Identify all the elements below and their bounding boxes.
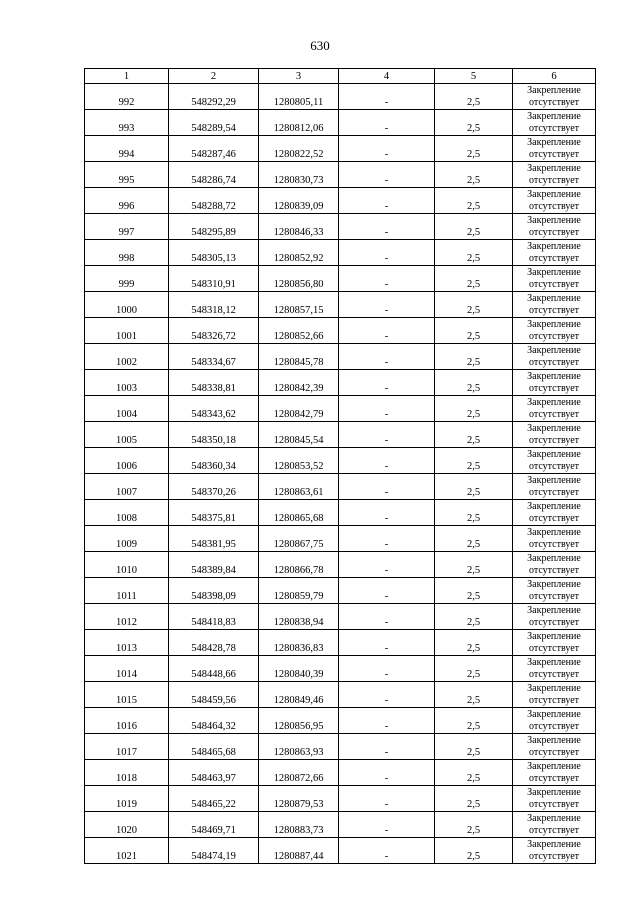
column-4-cell: - <box>339 812 435 838</box>
fixation-line-1: Закрепление <box>527 527 581 538</box>
fixation-cell <box>513 812 596 838</box>
point-number-cell: 998 <box>85 240 169 266</box>
fixation-cell <box>513 838 596 864</box>
y-coordinate-cell: 1280830,73 <box>259 162 339 188</box>
x-coordinate-cell: 548474,19 <box>169 838 259 864</box>
column-4-cell: - <box>339 162 435 188</box>
column-4-cell: - <box>339 552 435 578</box>
y-coordinate-cell: 1280840,39 <box>259 656 339 682</box>
column-4-cell: - <box>339 266 435 292</box>
table-row <box>85 630 596 656</box>
x-coordinate-cell: 548375,81 <box>169 500 259 526</box>
point-number-cell: 1003 <box>85 370 169 396</box>
table-row <box>85 110 596 136</box>
y-coordinate-cell: 1280822,52 <box>259 136 339 162</box>
y-coordinate-cell: 1280849,46 <box>259 682 339 708</box>
column-header-5: 5 <box>435 69 513 84</box>
fixation-cell <box>513 578 596 604</box>
point-number-cell: 993 <box>85 110 169 136</box>
x-coordinate-cell: 548464,32 <box>169 708 259 734</box>
column-4-cell: - <box>339 760 435 786</box>
table-row <box>85 396 596 422</box>
y-coordinate-cell: 1280863,61 <box>259 474 339 500</box>
column-4-cell: - <box>339 448 435 474</box>
fixation-cell <box>513 266 596 292</box>
table-row <box>85 214 596 240</box>
column-5-cell: 2,5 <box>435 526 513 552</box>
point-number-cell: 999 <box>85 266 169 292</box>
y-coordinate-cell: 1280856,95 <box>259 708 339 734</box>
fixation-line-2: отсутствует <box>528 486 580 498</box>
point-number-cell: 1001 <box>85 318 169 344</box>
y-coordinate-cell: 1280845,54 <box>259 422 339 448</box>
fixation-line-2: отсутствует <box>528 720 580 732</box>
x-coordinate-cell: 548370,26 <box>169 474 259 500</box>
y-coordinate-cell: 1280887,44 <box>259 838 339 864</box>
table-row <box>85 84 596 110</box>
column-5-cell: 2,5 <box>435 84 513 110</box>
point-number-cell: 1017 <box>85 734 169 760</box>
fixation-cell <box>513 318 596 344</box>
fixation-line-1: Закрепление <box>527 423 581 434</box>
column-4-cell: - <box>339 734 435 760</box>
column-4-cell: - <box>339 344 435 370</box>
x-coordinate-cell: 548287,46 <box>169 136 259 162</box>
fixation-line-2: отсутствует <box>528 772 580 784</box>
y-coordinate-cell: 1280842,79 <box>259 396 339 422</box>
fixation-cell <box>513 500 596 526</box>
column-5-cell: 2,5 <box>435 838 513 864</box>
table-row <box>85 682 596 708</box>
fixation-line-2: отсутствует <box>528 746 580 758</box>
x-coordinate-cell: 548338,81 <box>169 370 259 396</box>
point-number-cell: 1002 <box>85 344 169 370</box>
column-5-cell: 2,5 <box>435 552 513 578</box>
fixation-cell <box>513 604 596 630</box>
fixation-cell <box>513 448 596 474</box>
fixation-line-1: Закрепление <box>527 397 581 408</box>
y-coordinate-cell: 1280853,52 <box>259 448 339 474</box>
fixation-line-2: отсутствует <box>528 330 580 342</box>
table-row <box>85 448 596 474</box>
point-number-cell: 994 <box>85 136 169 162</box>
fixation-cell <box>513 344 596 370</box>
column-4-cell: - <box>339 370 435 396</box>
y-coordinate-cell: 1280839,09 <box>259 188 339 214</box>
fixation-line-2: отсутствует <box>528 616 580 628</box>
y-coordinate-cell: 1280867,75 <box>259 526 339 552</box>
x-coordinate-cell: 548286,74 <box>169 162 259 188</box>
fixation-line-1: Закрепление <box>527 579 581 590</box>
fixation-line-1: Закрепление <box>527 371 581 382</box>
point-number-cell: 1012 <box>85 604 169 630</box>
x-coordinate-cell: 548465,68 <box>169 734 259 760</box>
point-number-cell: 1004 <box>85 396 169 422</box>
fixation-line-1: Закрепление <box>527 345 581 356</box>
fixation-line-1: Закрепление <box>527 319 581 330</box>
fixation-line-1: Закрепление <box>527 449 581 460</box>
column-4-cell: - <box>339 84 435 110</box>
fixation-cell <box>513 370 596 396</box>
x-coordinate-cell: 548289,54 <box>169 110 259 136</box>
y-coordinate-cell: 1280846,33 <box>259 214 339 240</box>
x-coordinate-cell: 548334,67 <box>169 344 259 370</box>
column-header-1: 1 <box>85 69 169 84</box>
fixation-line-1: Закрепление <box>527 761 581 772</box>
point-number-cell: 1016 <box>85 708 169 734</box>
fixation-cell <box>513 396 596 422</box>
fixation-line-1: Закрепление <box>527 163 581 174</box>
column-4-cell: - <box>339 110 435 136</box>
fixation-line-2: отсутствует <box>528 590 580 602</box>
column-4-cell: - <box>339 318 435 344</box>
fixation-line-2: отсутствует <box>528 408 580 420</box>
point-number-cell: 1021 <box>85 838 169 864</box>
point-number-cell: 1009 <box>85 526 169 552</box>
fixation-line-1: Закрепление <box>527 683 581 694</box>
table-row <box>85 240 596 266</box>
column-5-cell: 2,5 <box>435 500 513 526</box>
point-number-cell: 1018 <box>85 760 169 786</box>
point-number-cell: 995 <box>85 162 169 188</box>
table-row <box>85 318 596 344</box>
column-5-cell: 2,5 <box>435 240 513 266</box>
y-coordinate-cell: 1280856,80 <box>259 266 339 292</box>
point-number-cell: 1013 <box>85 630 169 656</box>
table-row <box>85 760 596 786</box>
y-coordinate-cell: 1280863,93 <box>259 734 339 760</box>
fixation-cell <box>513 240 596 266</box>
fixation-line-2: отсутствует <box>528 252 580 264</box>
fixation-line-1: Закрепление <box>527 553 581 564</box>
column-4-cell: - <box>339 396 435 422</box>
x-coordinate-cell: 548310,91 <box>169 266 259 292</box>
column-5-cell: 2,5 <box>435 422 513 448</box>
fixation-line-2: отсутствует <box>528 174 580 186</box>
column-4-cell: - <box>339 578 435 604</box>
x-coordinate-cell: 548428,78 <box>169 630 259 656</box>
fixation-cell <box>513 422 596 448</box>
fixation-line-1: Закрепление <box>527 85 581 96</box>
table-row <box>85 474 596 500</box>
column-5-cell: 2,5 <box>435 136 513 162</box>
fixation-line-1: Закрепление <box>527 709 581 720</box>
column-4-cell: - <box>339 526 435 552</box>
fixation-line-2: отсутствует <box>528 200 580 212</box>
y-coordinate-cell: 1280857,15 <box>259 292 339 318</box>
y-coordinate-cell: 1280852,92 <box>259 240 339 266</box>
page-number: 630 <box>310 38 330 53</box>
y-coordinate-cell: 1280883,73 <box>259 812 339 838</box>
x-coordinate-cell: 548305,13 <box>169 240 259 266</box>
table-header-row <box>85 69 596 84</box>
fixation-line-1: Закрепление <box>527 839 581 850</box>
table-row <box>85 136 596 162</box>
fixation-cell <box>513 630 596 656</box>
x-coordinate-cell: 548469,71 <box>169 812 259 838</box>
fixation-line-2: отсутствует <box>528 512 580 524</box>
fixation-line-1: Закрепление <box>527 813 581 824</box>
column-header-2: 2 <box>169 69 259 84</box>
fixation-line-2: отсутствует <box>528 850 580 862</box>
column-4-cell: - <box>339 786 435 812</box>
x-coordinate-cell: 548398,09 <box>169 578 259 604</box>
column-4-cell: - <box>339 474 435 500</box>
fixation-line-2: отсутствует <box>528 642 580 654</box>
column-4-cell: - <box>339 630 435 656</box>
x-coordinate-cell: 548360,34 <box>169 448 259 474</box>
table-row <box>85 656 596 682</box>
column-4-cell: - <box>339 136 435 162</box>
column-5-cell: 2,5 <box>435 292 513 318</box>
fixation-line-2: отсутствует <box>528 356 580 368</box>
column-5-cell: 2,5 <box>435 162 513 188</box>
x-coordinate-cell: 548295,89 <box>169 214 259 240</box>
fixation-line-2: отсутствует <box>528 278 580 290</box>
fixation-line-2: отсутствует <box>528 304 580 316</box>
x-coordinate-cell: 548463,97 <box>169 760 259 786</box>
x-coordinate-cell: 548292,29 <box>169 84 259 110</box>
table-row <box>85 370 596 396</box>
column-5-cell: 2,5 <box>435 396 513 422</box>
x-coordinate-cell: 548350,18 <box>169 422 259 448</box>
y-coordinate-cell: 1280812,06 <box>259 110 339 136</box>
table-row <box>85 162 596 188</box>
fixation-cell <box>513 786 596 812</box>
fixation-line-1: Закрепление <box>527 657 581 668</box>
fixation-line-2: отсутствует <box>528 538 580 550</box>
table-row <box>85 188 596 214</box>
table-row <box>85 708 596 734</box>
fixation-line-1: Закрепление <box>527 787 581 798</box>
point-number-cell: 1011 <box>85 578 169 604</box>
fixation-line-1: Закрепление <box>527 605 581 616</box>
point-number-cell: 992 <box>85 84 169 110</box>
fixation-cell <box>513 162 596 188</box>
column-5-cell: 2,5 <box>435 188 513 214</box>
y-coordinate-cell: 1280805,11 <box>259 84 339 110</box>
column-5-cell: 2,5 <box>435 110 513 136</box>
y-coordinate-cell: 1280842,39 <box>259 370 339 396</box>
table-row <box>85 838 596 864</box>
column-5-cell: 2,5 <box>435 812 513 838</box>
column-5-cell: 2,5 <box>435 474 513 500</box>
point-number-cell: 1008 <box>85 500 169 526</box>
fixation-line-1: Закрепление <box>527 137 581 148</box>
table-row <box>85 734 596 760</box>
point-number-cell: 1014 <box>85 656 169 682</box>
y-coordinate-cell: 1280838,94 <box>259 604 339 630</box>
x-coordinate-cell: 548318,12 <box>169 292 259 318</box>
y-coordinate-cell: 1280866,78 <box>259 552 339 578</box>
column-4-cell: - <box>339 500 435 526</box>
x-coordinate-cell: 548381,95 <box>169 526 259 552</box>
fixation-cell <box>513 708 596 734</box>
point-number-cell: 1006 <box>85 448 169 474</box>
point-number-cell: 1005 <box>85 422 169 448</box>
x-coordinate-cell: 548465,22 <box>169 786 259 812</box>
fixation-line-2: отсутствует <box>528 382 580 394</box>
fixation-line-1: Закрепление <box>527 293 581 304</box>
y-coordinate-cell: 1280852,66 <box>259 318 339 344</box>
column-5-cell: 2,5 <box>435 786 513 812</box>
column-4-cell: - <box>339 292 435 318</box>
point-number-cell: 996 <box>85 188 169 214</box>
fixation-cell <box>513 526 596 552</box>
fixation-line-2: отсутствует <box>528 460 580 472</box>
fixation-line-2: отсутствует <box>528 564 580 576</box>
table-row <box>85 604 596 630</box>
column-5-cell: 2,5 <box>435 734 513 760</box>
fixation-cell <box>513 552 596 578</box>
fixation-line-2: отсутствует <box>528 122 580 134</box>
column-5-cell: 2,5 <box>435 630 513 656</box>
fixation-line-1: Закрепление <box>527 631 581 642</box>
fixation-cell <box>513 760 596 786</box>
column-header-4: 4 <box>339 69 435 84</box>
column-5-cell: 2,5 <box>435 760 513 786</box>
fixation-line-2: отсутствует <box>528 148 580 160</box>
fixation-cell <box>513 734 596 760</box>
fixation-cell <box>513 214 596 240</box>
x-coordinate-cell: 548326,72 <box>169 318 259 344</box>
column-5-cell: 2,5 <box>435 578 513 604</box>
fixation-line-2: отсутствует <box>528 798 580 810</box>
fixation-cell <box>513 136 596 162</box>
column-4-cell: - <box>339 708 435 734</box>
column-5-cell: 2,5 <box>435 266 513 292</box>
table-row <box>85 500 596 526</box>
y-coordinate-cell: 1280872,66 <box>259 760 339 786</box>
y-coordinate-cell: 1280865,68 <box>259 500 339 526</box>
fixation-line-1: Закрепление <box>527 735 581 746</box>
point-number-cell: 997 <box>85 214 169 240</box>
column-5-cell: 2,5 <box>435 370 513 396</box>
table-row <box>85 292 596 318</box>
point-number-cell: 1007 <box>85 474 169 500</box>
y-coordinate-cell: 1280879,53 <box>259 786 339 812</box>
fixation-line-2: отсутствует <box>528 694 580 706</box>
column-4-cell: - <box>339 214 435 240</box>
fixation-line-1: Закрепление <box>527 215 581 226</box>
x-coordinate-cell: 548448,66 <box>169 656 259 682</box>
fixation-line-2: отсутствует <box>528 668 580 680</box>
fixation-line-1: Закрепление <box>527 189 581 200</box>
column-5-cell: 2,5 <box>435 214 513 240</box>
fixation-line-2: отсутствует <box>528 824 580 836</box>
column-4-cell: - <box>339 240 435 266</box>
x-coordinate-cell: 548459,56 <box>169 682 259 708</box>
coordinates-table <box>84 68 596 864</box>
y-coordinate-cell: 1280859,79 <box>259 578 339 604</box>
column-4-cell: - <box>339 682 435 708</box>
fixation-cell <box>513 474 596 500</box>
table-body <box>85 84 596 864</box>
point-number-cell: 1000 <box>85 292 169 318</box>
point-number-cell: 1010 <box>85 552 169 578</box>
table-row <box>85 344 596 370</box>
table-row <box>85 786 596 812</box>
column-4-cell: - <box>339 604 435 630</box>
fixation-cell <box>513 84 596 110</box>
fixation-line-1: Закрепление <box>527 501 581 512</box>
table-row <box>85 812 596 838</box>
fixation-line-2: отсутствует <box>528 96 580 108</box>
x-coordinate-cell: 548418,83 <box>169 604 259 630</box>
x-coordinate-cell: 548389,84 <box>169 552 259 578</box>
table-row <box>85 552 596 578</box>
column-5-cell: 2,5 <box>435 656 513 682</box>
column-5-cell: 2,5 <box>435 344 513 370</box>
table-row <box>85 526 596 552</box>
point-number-cell: 1015 <box>85 682 169 708</box>
column-header-6: 6 <box>513 69 596 84</box>
y-coordinate-cell: 1280836,83 <box>259 630 339 656</box>
fixation-line-1: Закрепление <box>527 111 581 122</box>
column-4-cell: - <box>339 188 435 214</box>
point-number-cell: 1020 <box>85 812 169 838</box>
fixation-line-1: Закрепление <box>527 241 581 252</box>
fixation-line-2: отсутствует <box>528 226 580 238</box>
fixation-cell <box>513 188 596 214</box>
fixation-cell <box>513 656 596 682</box>
column-5-cell: 2,5 <box>435 604 513 630</box>
fixation-cell <box>513 292 596 318</box>
column-header-3: 3 <box>259 69 339 84</box>
point-number-cell: 1019 <box>85 786 169 812</box>
table-row <box>85 422 596 448</box>
x-coordinate-cell: 548288,72 <box>169 188 259 214</box>
fixation-line-2: отсутствует <box>528 434 580 446</box>
table-row <box>85 578 596 604</box>
column-4-cell: - <box>339 838 435 864</box>
column-5-cell: 2,5 <box>435 682 513 708</box>
fixation-cell <box>513 110 596 136</box>
fixation-line-1: Закрепление <box>527 475 581 486</box>
column-4-cell: - <box>339 422 435 448</box>
column-5-cell: 2,5 <box>435 318 513 344</box>
fixation-cell <box>513 682 596 708</box>
table-row <box>85 266 596 292</box>
fixation-line-1: Закрепление <box>527 267 581 278</box>
column-5-cell: 2,5 <box>435 448 513 474</box>
x-coordinate-cell: 548343,62 <box>169 396 259 422</box>
column-4-cell: - <box>339 656 435 682</box>
column-5-cell: 2,5 <box>435 708 513 734</box>
y-coordinate-cell: 1280845,78 <box>259 344 339 370</box>
